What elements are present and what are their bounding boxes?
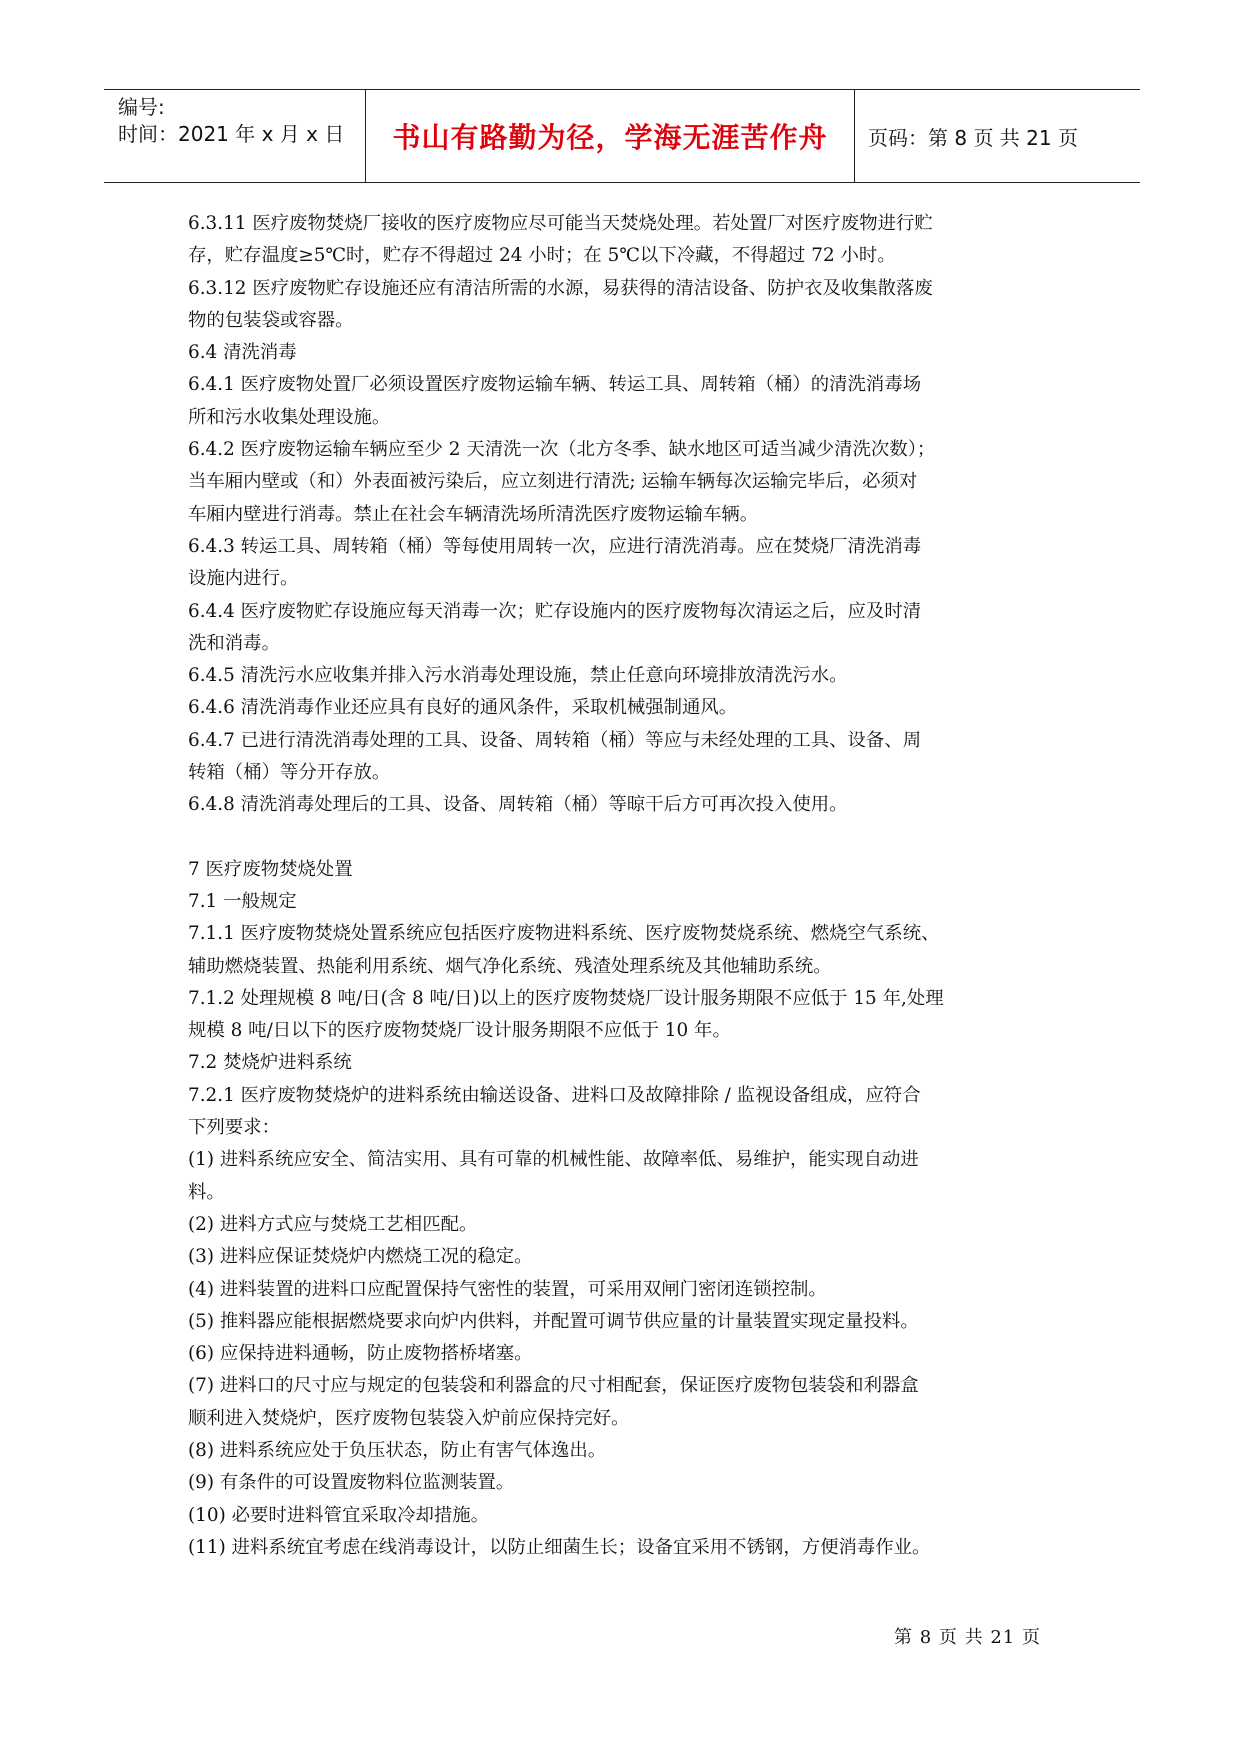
body-text-line: 7.1.2 处理规模 8 吨/日(含 8 吨/日)以上的医疗废物焚烧厂设计服务期限不应低于 15 年,处理	[188, 987, 944, 1009]
body-text-line: 7.2.1 医疗废物焚烧炉的进料系统由输送设备、进料口及故障排除 / 监视设备组成，应符合	[188, 1084, 921, 1106]
body-text-line: 6.4.5 清洗污水应收集并排入污水消毒处理设施，禁止任意向环境排放清洗污水。	[188, 665, 848, 687]
body-text-line: 6.4.7 已进行清洗消毒处理的工具、设备、周转箱（桶）等应与未经处理的工具、设备、周	[188, 729, 922, 751]
body-text-line: 6.4.8 清洗消毒处理后的工具、设备、周转箱（桶）等晾干后方可再次投入使用。	[188, 794, 848, 816]
body-text-line: 洗和消毒。	[188, 632, 280, 654]
body-text-line: (3) 进料应保证焚烧炉内燃烧工况的稳定。	[188, 1246, 533, 1268]
body-text-line: 7.1.1 医疗废物焚烧处置系统应包括医疗废物进料系统、医疗废物焚烧系统、燃烧空气系统、	[188, 923, 940, 945]
document-body	[188, 208, 1060, 1564]
body-text-line: (9) 有条件的可设置废物料位监测装置。	[188, 1472, 515, 1494]
document-number-label: 编号:	[118, 95, 165, 119]
body-text-line: 料。	[188, 1181, 225, 1203]
body-text-line: 6.4.2 医疗废物运输车辆应至少 2 天清洗一次（北方冬季、缺水地区可适当减少清洗次数）；	[188, 439, 936, 461]
body-text-line: 顺利进入焚烧炉，医疗废物包装袋入炉前应保持完好。	[188, 1407, 630, 1429]
header-page-info: 页码：第 8 页 共 21 页	[868, 125, 1078, 150]
body-text-line: (7) 进料口的尺寸应与规定的包装袋和利器盒的尺寸相配套，保证医疗废物包装袋和利器盒	[188, 1375, 919, 1397]
body-text-line: 6.4.4 医疗废物贮存设施应每天消毒一次；贮存设施内的医疗废物每次清运之后，应及时清	[188, 600, 922, 622]
body-text-line: 7 医疗废物焚烧处置	[188, 858, 353, 880]
document-time-label: 时间：2021 年 x 月 x 日	[118, 122, 345, 146]
header-meta	[104, 90, 366, 182]
body-text-line: (6) 应保持进料通畅，防止废物搭桥堵塞。	[188, 1343, 533, 1365]
page-footer: 第 8 页 共 21 页	[894, 1627, 1041, 1648]
body-text-line: 6.4.3 转运工具、周转箱（桶）等每使用周转一次，应进行清洗消毒。应在焚烧厂清洗消毒	[188, 535, 922, 557]
body-text-line: 7.1 一般规定	[188, 890, 297, 912]
body-text-line: 存，贮存温度≥5℃时，贮存不得超过 24 小时；在 5℃以下冷藏，不得超过 72 小时。	[188, 245, 896, 267]
body-text-line: (1) 进料系统应安全、简洁实用、具有可靠的机械性能、故障率低、易维护，能实现自动进	[188, 1149, 919, 1171]
body-text-line: 辅助燃烧装置、热能利用系统、烟气净化系统、残渣处理系统及其他辅助系统。	[188, 955, 832, 977]
body-text-line: 下列要求：	[188, 1117, 280, 1139]
body-text-line: 所和污水收集处理设施。	[188, 406, 391, 428]
body-text-line: (8) 进料系统应处于负压状态，防止有害气体逸出。	[188, 1439, 607, 1461]
body-text-line: 规模 8 吨/日以下的医疗废物焚烧厂设计服务期限不应低于 10 年。	[188, 1020, 731, 1042]
header-motto: 书山有路勤为径，学海无涯苦作舟	[366, 90, 855, 182]
body-text-line: 6.3.11 医疗废物焚烧厂接收的医疗废物应尽可能当天焚烧处理。若处置厂对医疗废物进行贮	[188, 213, 933, 234]
body-text-line: (10) 必要时进料管宜采取冷却措施。	[188, 1504, 490, 1526]
body-text-line: 6.4 清洗消毒	[188, 342, 297, 364]
body-text-line: 6.4.6 清洗消毒作业还应具有良好的通风条件，采取机械强制通风。	[188, 697, 738, 719]
body-text-line: 6.3.12 医疗废物贮存设施还应有清洁所需的水源，易获得的清洁设备、防护衣及收集散落废	[188, 277, 933, 299]
body-text-line: 车厢内壁进行消毒。禁止在社会车辆清洗场所清洗医疗废物运输车辆。	[188, 503, 759, 525]
paragraph-gap	[188, 822, 1060, 854]
page-header	[104, 89, 1140, 183]
body-text-line: (2) 进料方式应与焚烧工艺相匹配。	[188, 1213, 478, 1235]
body-text-line: (4) 进料装置的进料口应配置保持气密性的装置，可采用双闸门密闭连锁控制。	[188, 1278, 827, 1300]
body-text-line: 当车厢内壁或（和）外表面被污染后，应立刻进行清洗; 运输车辆每次运输完毕后，必须对	[188, 471, 918, 493]
body-text-line: (11) 进料系统宜考虑在线消毒设计，以防止细菌生长；设备宜采用不锈钢，方便消毒作业。	[188, 1536, 931, 1558]
body-text-line: 设施内进行。	[188, 568, 299, 590]
body-text-line: 7.2 焚烧炉进料系统	[188, 1052, 352, 1074]
body-text-line: (5) 推料器应能根据燃烧要求向炉内供料，并配置可调节供应量的计量装置实现定量投料。	[188, 1310, 919, 1332]
body-text-line: 转箱（桶）等分开存放。	[188, 762, 391, 784]
body-text-line: 6.4.1 医疗废物处置厂必须设置医疗废物运输车辆、转运工具、周转箱（桶）的清洗消毒场	[188, 374, 922, 396]
body-text-line: 物的包装袋或容器。	[188, 309, 354, 331]
